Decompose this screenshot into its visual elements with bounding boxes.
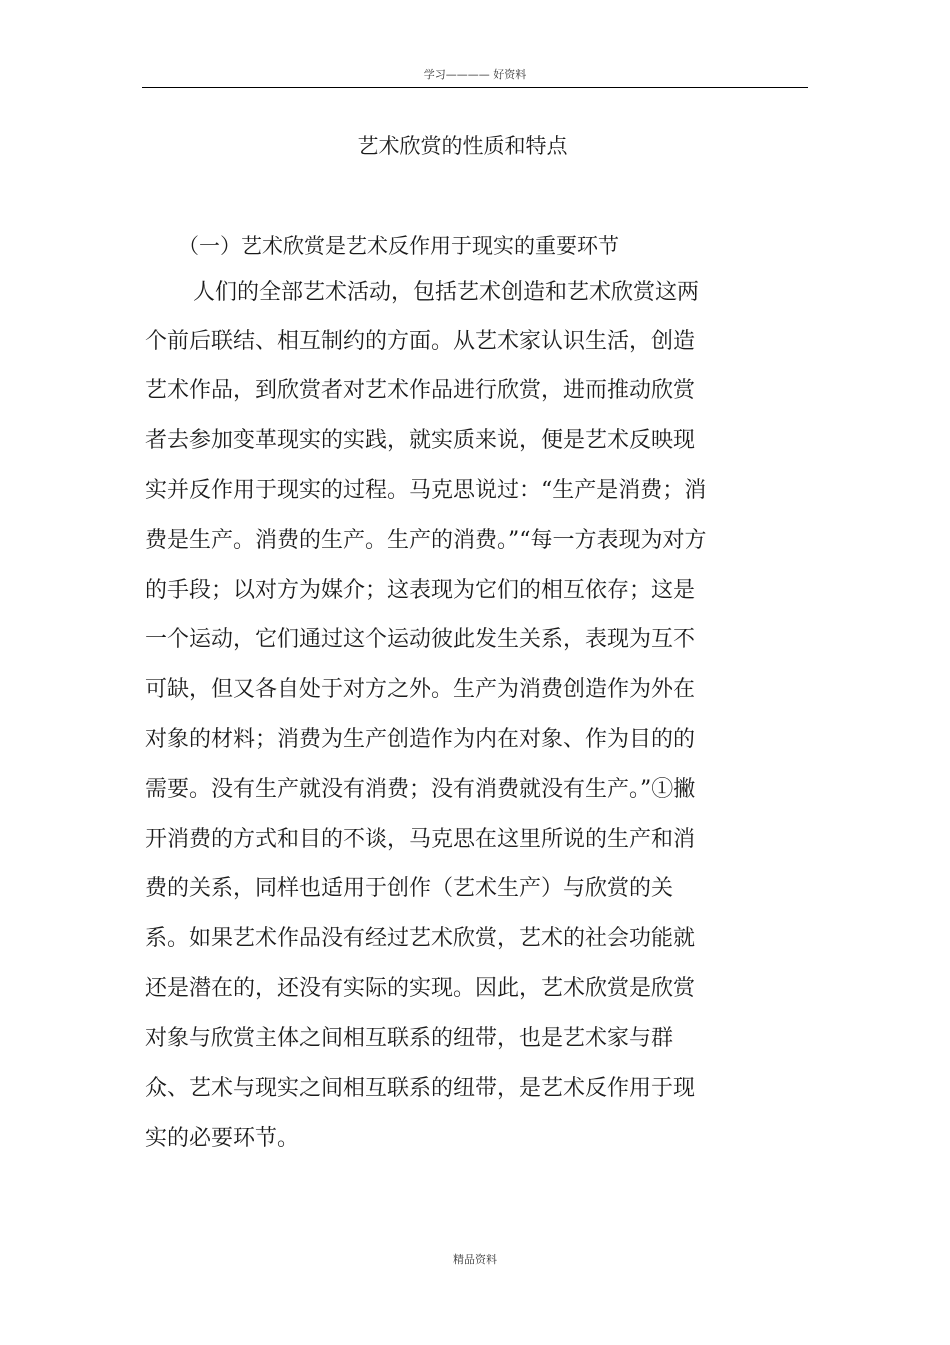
paragraph-line: 实并反作用于现实的过程。马克思说过：“生产是消费；消: [145, 478, 707, 503]
header-divider: [142, 87, 808, 88]
paragraph-line: 众、艺术与现实之间相互联系的纽带，是艺术反作用于现: [145, 1076, 696, 1101]
paragraph-line: 对象的材料；消费为生产创造作为内在对象、作为目的的: [145, 727, 696, 752]
page-header: 学习———— 好资料: [423, 68, 527, 81]
paragraph-line: 一个运动，它们通过这个运动彼此发生关系，表现为互不: [145, 627, 696, 652]
document-title: 艺术欣赏的性质和特点: [357, 134, 568, 158]
paragraph-line: 开消费的方式和目的不谈，马克思在这里所说的生产和消: [145, 827, 696, 852]
paragraph-line: 者去参加变革现实的实践，就实质来说，便是艺术反映现: [145, 428, 696, 453]
paragraph-line: 还是潜在的，还没有实际的实现。因此，艺术欣赏是欣赏: [145, 976, 696, 1001]
paragraph-line: 费的关系，同样也适用于创作（艺术生产）与欣赏的关: [145, 876, 674, 901]
section-heading: （一）艺术欣赏是艺术反作用于现实的重要环节: [178, 234, 619, 258]
paragraph-line: 实的必要环节。: [145, 1126, 300, 1151]
paragraph-line: 艺术作品，到欣赏者对艺术作品进行欣赏，进而推动欣赏: [145, 378, 696, 403]
paragraph-line: 个前后联结、相互制约的方面。从艺术家认识生活，创造: [145, 329, 696, 354]
paragraph-line: 对象与欣赏主体之间相互联系的纽带，也是艺术家与群: [145, 1026, 674, 1051]
paragraph-line: 的手段；以对方为媒介；这表现为它们的相互依存；这是: [145, 578, 696, 603]
paragraph-line: 需要。没有生产就没有消费；没有消费就没有生产。”①撇: [145, 777, 696, 802]
paragraph-line: 人们的全部艺术活动，包括艺术创造和艺术欣赏这两: [193, 280, 700, 305]
page-footer: 精品资料: [453, 1253, 497, 1266]
paragraph-line: 系。如果艺术作品没有经过艺术欣赏，艺术的社会功能就: [145, 926, 696, 951]
paragraph-line: 可缺，但又各自处于对方之外。生产为消费创造作为外在: [145, 677, 696, 702]
paragraph-line: 费是生产。消费的生产。生产的消费。”“每一方表现为对方: [145, 528, 707, 553]
